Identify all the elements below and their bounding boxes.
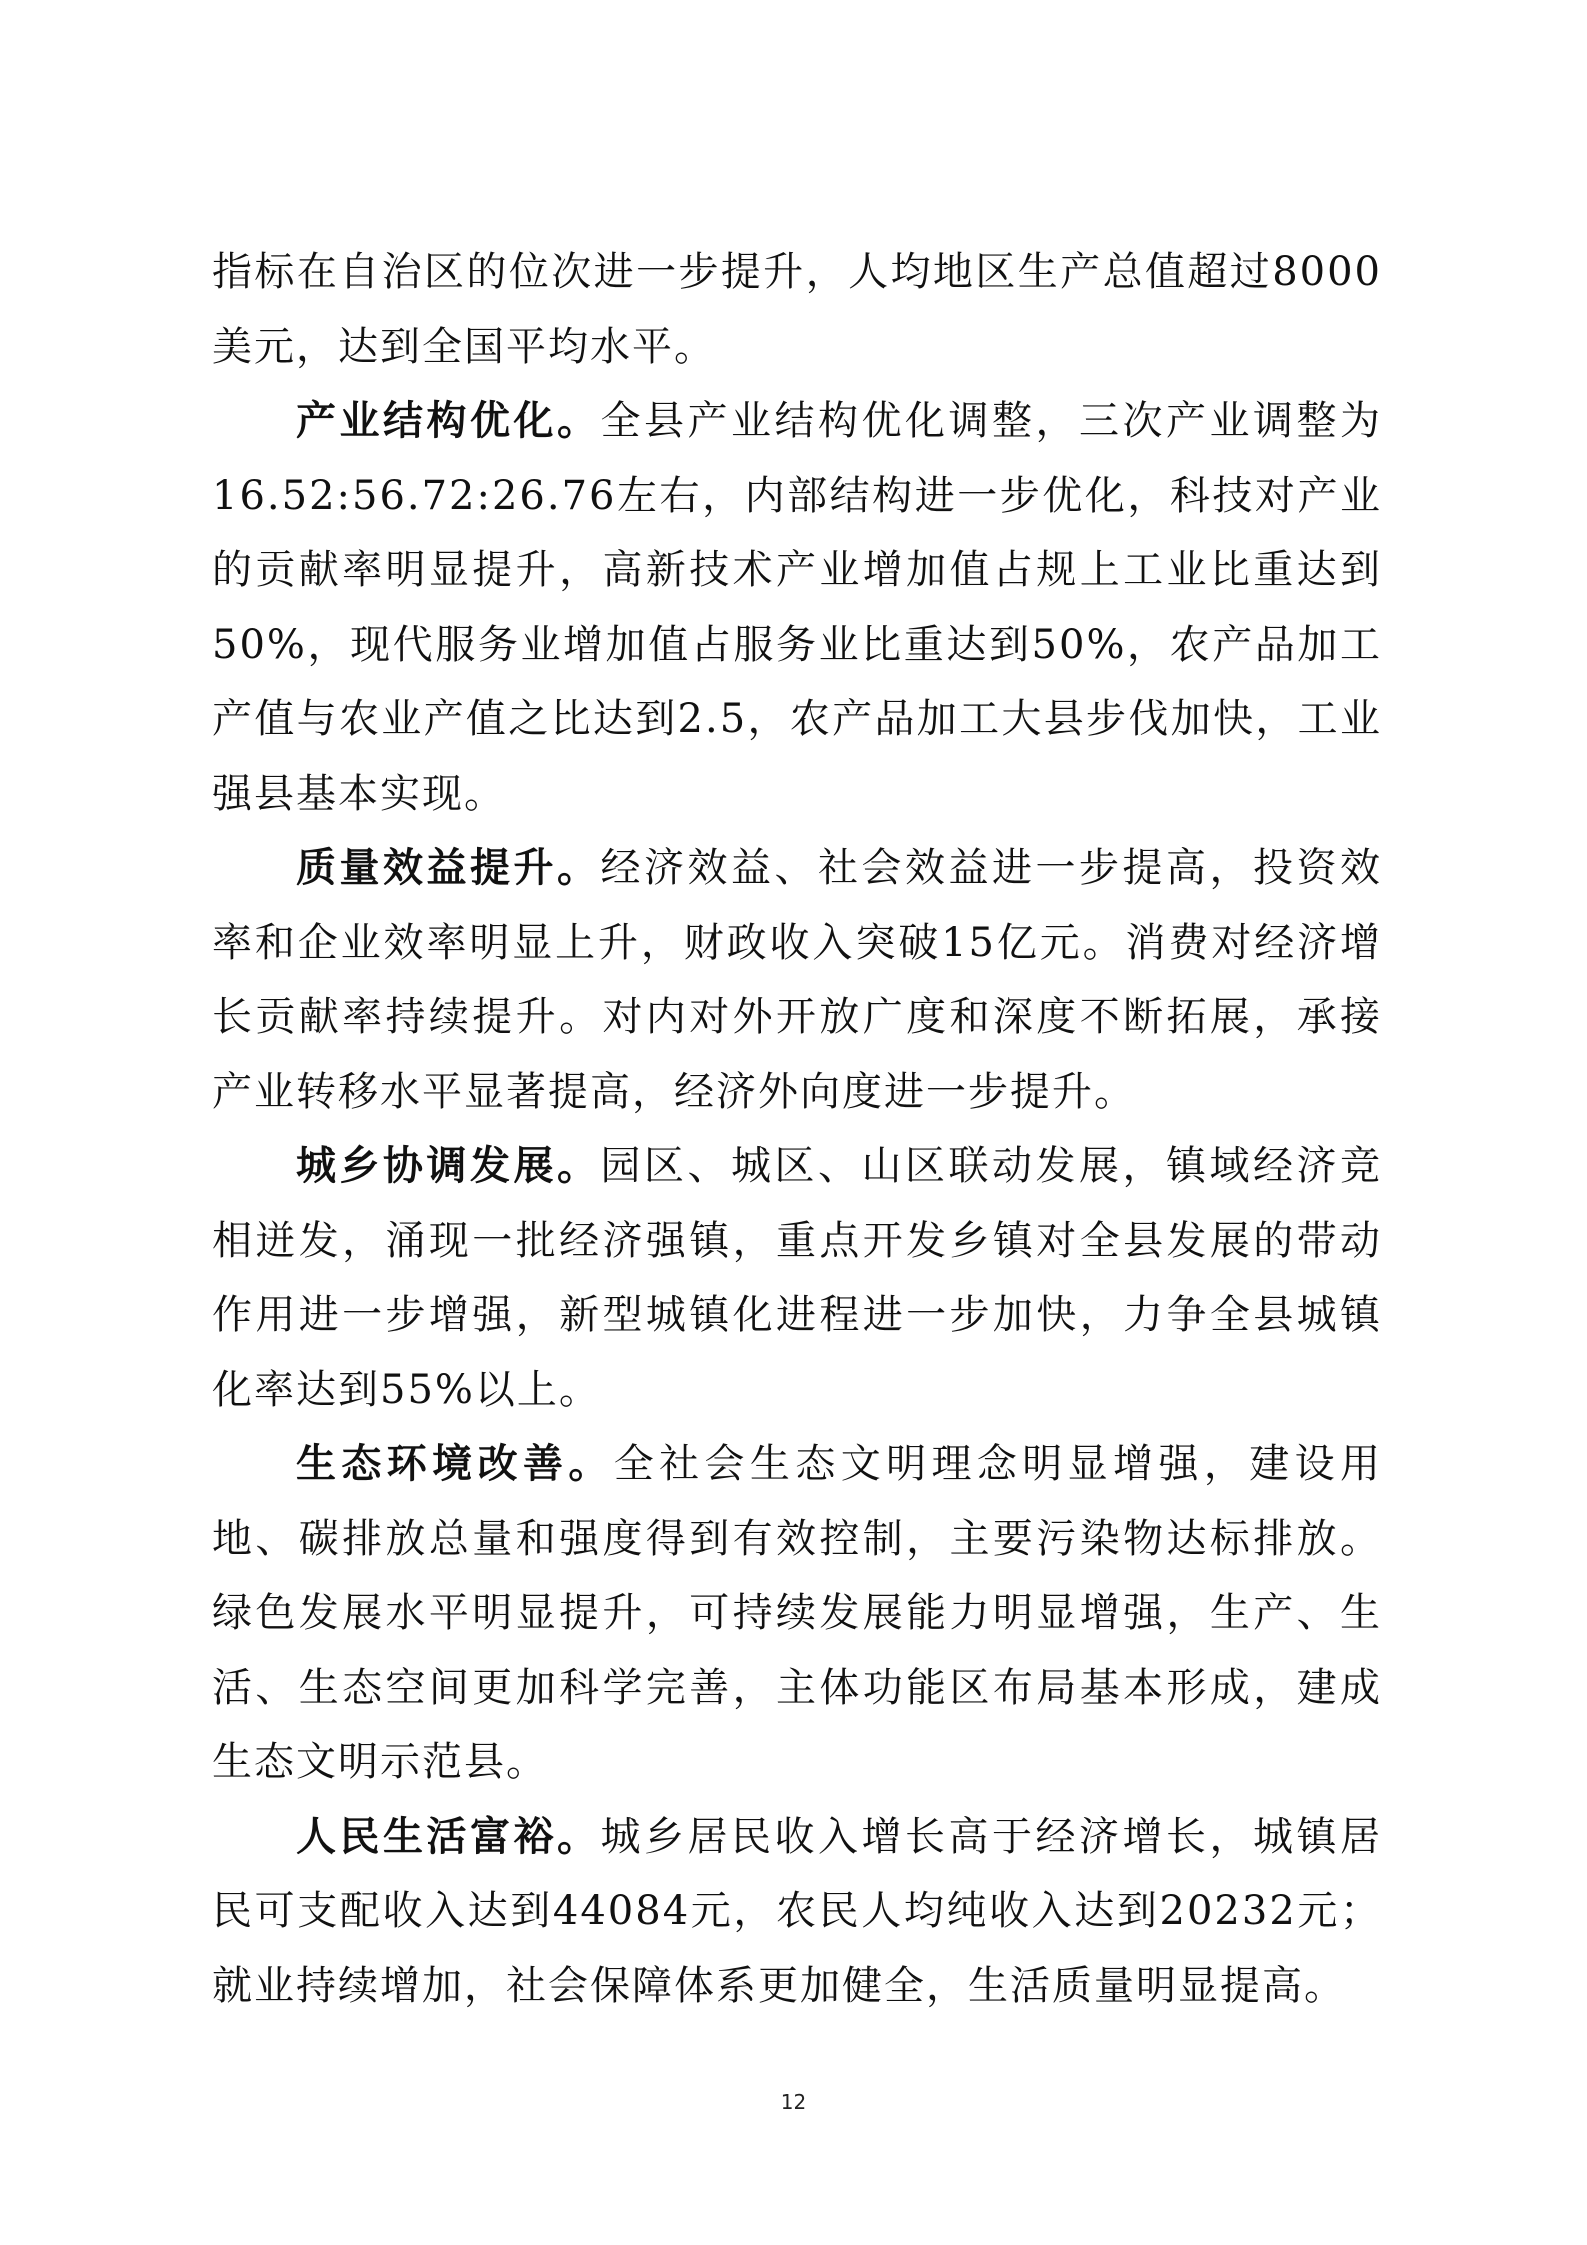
paragraph-text: 园区、城区、山区联动发展，镇域经济竞相迸发，涌现一批经济强镇，重点开发乡镇对全县发展的带动作用进一步增强，新型城镇化进程进一步加快，力争全县城镇化率达到55%以上。 [212,1143,1382,1413]
paragraph-continuation [212,235,1382,384]
paragraph-text: 城乡居民收入增长高于经济增长，城镇居民可支配收入达到44084元，农民人均纯收入达到20232元；就业持续增加，社会保障体系更加健全，生活质量明显提高。 [212,1813,1382,2009]
paragraph-lead: 城乡协调发展。 [296,1142,601,1189]
paragraph-lead: 质量效益提升。 [296,844,601,891]
paragraph-ecology [212,1427,1382,1800]
paragraph-industrial-structure [212,384,1382,831]
paragraph-text: 全县产业结构优化调整，三次产业调整为16.52:56.72:26.76左右，内部结构进一步优化，科技对产业的贡献率明显提升，高新技术产业增加值占规上工业比重达到50%，现代服务业增加值占服务业比重达到50%，农产品加工产值与农业产值之比达到2.5，农产品加工大县步伐加快，工业强县基本实现。 [212,398,1382,817]
page-number: 12 [780,2090,807,2114]
paragraph-urban-rural [212,1129,1382,1427]
paragraph-lead: 生态环境改善。 [296,1440,614,1487]
paragraph-quality-efficiency [212,831,1382,1129]
document-body [212,235,1382,2023]
paragraph-text: 经济效益、社会效益进一步提高，投资效率和企业效率明显上升，财政收入突破15亿元。消费对经济增长贡献率持续提升。对内对外开放广度和深度不断拓展，承接产业转移水平显著提高，经济外向度进一步提升。 [212,845,1382,1115]
paragraph-text: 指标在自治区的位次进一步提升，人均地区生产总值超过8000美元，达到全国平均水平。 [212,249,1382,370]
paragraph-lead: 人民生活富裕。 [296,1812,601,1860]
paragraph-livelihood [212,1800,1382,2024]
paragraph-lead: 产业结构优化。 [296,397,601,444]
paragraph-text: 全社会生态文明理念明显增强，建设用地、碳排放总量和强度得到有效控制，主要污染物达标排放。绿色发展水平明显提升，可持续发展能力明显增强，生产、生活、生态空间更加科学完善，主体功能区布局基本形成，建成生态文明示范县。 [212,1441,1383,1785]
